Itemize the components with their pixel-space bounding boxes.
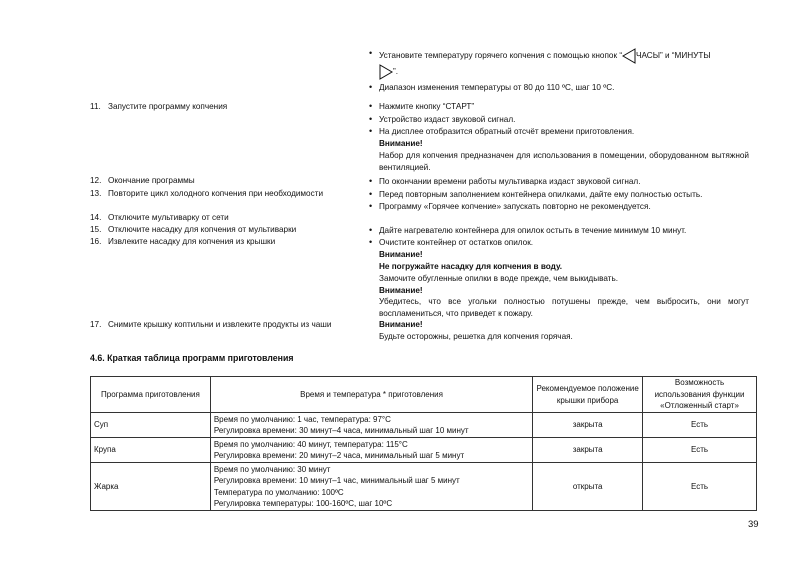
bullet-text-end: ”. (393, 67, 399, 77)
step-number: 12. (90, 176, 102, 185)
cell-line: Время по умолчанию: 40 минут, температура: 115°С (213, 439, 408, 449)
bullet-temp-range: • Диапазон изменения температуры от 80 до 110 ºС, шаг 10 ºС. (379, 82, 749, 94)
header-cell: Возможность использования функции «Отложенный старт» (643, 377, 757, 413)
step-number: 13. (90, 189, 102, 198)
step-number: 11. (90, 102, 101, 111)
warning-text: Убедитесь, что все угольки полностью потушены прежде, чем выбросить, они могут воспламениться, что приведет к пожару. (379, 297, 749, 318)
bullet: • Нажмите кнопку “СТАРТ” (379, 101, 749, 113)
warning-text: Набор для копчения предназначен для использования в помещении, оборудованном вытяжной вентиляцией. (379, 151, 749, 172)
step-label: Извлеките насадку для копчения из крышки (108, 237, 276, 246)
cell-line: Регулировка времени: 20 минут–2 часа, минимальный шаг 5 минут (213, 451, 465, 460)
section-title: 4.6. Краткая таблица программ приготовления (90, 353, 294, 363)
page-number: 39 (748, 519, 759, 530)
delay-cell: Есть (643, 413, 757, 438)
step-number: 15. (90, 225, 102, 234)
triangle-right-icon (379, 64, 393, 80)
program-cell: Жарка (91, 463, 211, 511)
table-row (91, 413, 757, 438)
triangle-left-icon (622, 48, 636, 64)
step-label: Повторите цикл холодного копчения при необходимости (108, 189, 324, 198)
bullet-set-temperature (379, 48, 749, 80)
table-row (91, 463, 757, 511)
bullet: • Устройство издаст звуковой сигнал. (379, 114, 749, 126)
header-cell: Программа приготовления (91, 377, 211, 413)
bullet-text-mid: ЧАСЫ” и “МИНУТЫ (636, 51, 711, 61)
delay-cell: Есть (643, 463, 757, 511)
bullet: • Перед повторным заполнением контейнера опилками, дайте ему полностью остыть. (379, 189, 749, 201)
time-temp-cell (210, 413, 532, 438)
step-label: Окончание программы (108, 176, 195, 185)
warning-title: Внимание! (379, 250, 423, 259)
warning-title: Внимание! (379, 320, 423, 329)
program-cell: Крупа (91, 438, 211, 463)
program-cell: Суп (91, 413, 211, 438)
step-label: Отключите мультиварку от сети (108, 213, 229, 222)
cell-line: Время по умолчанию: 30 минут (213, 464, 331, 474)
step-label: Запустите программу копчения (108, 102, 228, 111)
cell-line: Время по умолчанию: 1 час, температура: 97°С (213, 414, 391, 424)
table-header-row (91, 377, 757, 413)
bullet: • По окончании времени работы мультиварка издаст звуковой сигнал. (379, 176, 749, 188)
lid-cell: открыта (533, 463, 643, 511)
bullet: • Очистите контейнер от остатков опилок. (379, 237, 749, 249)
time-temp-cell (210, 463, 532, 511)
warning-title: Внимание! (379, 286, 423, 295)
delay-cell: Есть (643, 438, 757, 463)
bullet: • Дайте нагревателю контейнера для опилок остыть в течение минимум 10 минут. (379, 225, 749, 237)
header-cell: Рекомендуемое положение крышки прибора (533, 377, 643, 413)
header-cell: Время и температура * приготовления (210, 377, 532, 413)
lid-cell: закрыта (533, 438, 643, 463)
table-row (91, 438, 757, 463)
cell-line: Температура по умолчанию: 100ºС (213, 487, 344, 497)
cell-line: Регулировка времени: 30 минут–4 часа, минимальный шаг 10 минут (213, 426, 469, 435)
cell-line: Регулировка времени: 10 минут–1 час, минимальный шаг 5 минут (213, 476, 460, 486)
bullet: • Программу «Горячее копчение» запускать повторно не рекомендуется. (379, 201, 749, 213)
cell-line: Регулировка температуры: 100-160ºС, шаг 10ºС (213, 498, 393, 508)
lid-cell: закрыта (533, 413, 643, 438)
bullet-text: Установите температуру горячего копчения с помощью кнопок “ (379, 51, 623, 61)
bullet: • На дисплее отобразится обратный отсчёт времени приготовления. (379, 126, 749, 138)
step-number: 16. (90, 237, 102, 246)
step-label: Снимите крышку коптильни и извлеките продукты из чаши (108, 320, 332, 329)
warning-text: Замочите обугленные опилки в воде прежде, чем выкидывать. (379, 274, 619, 283)
time-temp-cell (210, 438, 532, 463)
warning-text: Будьте осторожны, решетка для копчения горячая. (379, 332, 573, 341)
step-number: 14. (90, 213, 102, 222)
warning-title: Внимание! (379, 139, 423, 148)
step-number: 17. (90, 320, 102, 329)
warning-bold-text: Не погружайте насадку для копчения в воду. (379, 262, 563, 271)
step-label: Отключите насадку для копчения от мультиварки (108, 225, 297, 234)
programs-table (90, 376, 757, 511)
